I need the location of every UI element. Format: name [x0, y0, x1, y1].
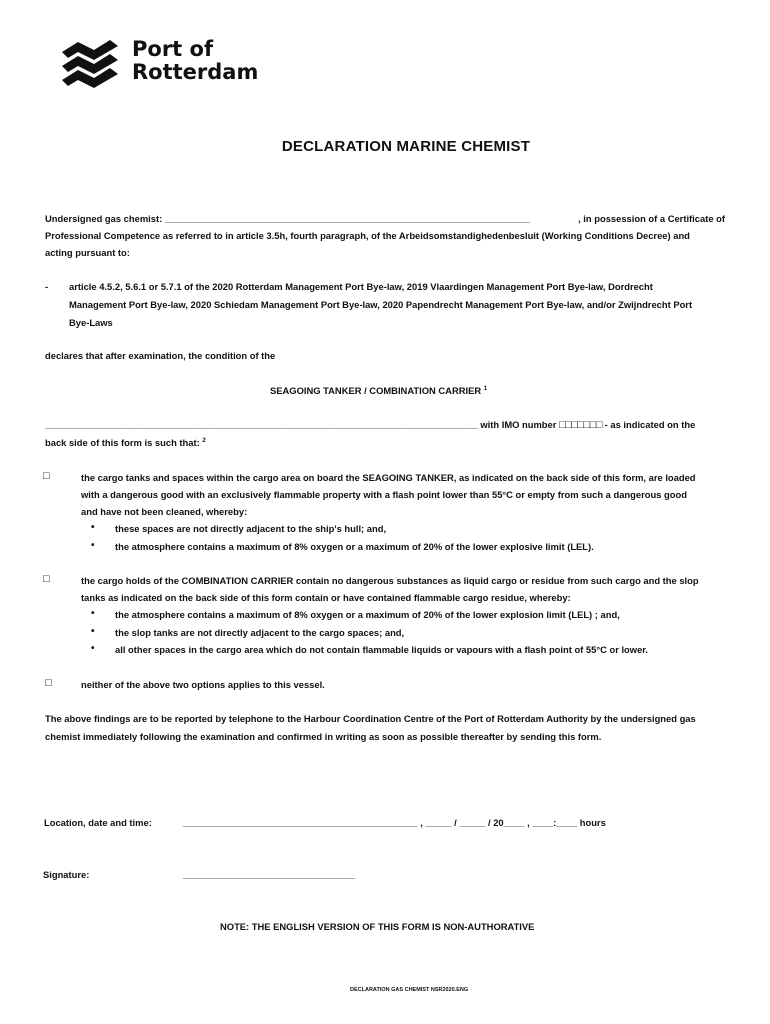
option-3-text: neither of the above two options applies to this vessel.	[81, 679, 325, 690]
option-2-bullet-1: the atmosphere contains a maximum of 8% oxygen or a maximum of 20% of the lower explosion limit (LEL) ; and,	[115, 609, 620, 620]
findings-line-1: The above findings are to be reported by telephone to the Harbour Coordination Centre of the Port of Rotterdam Authority by the undersigned gas	[45, 713, 696, 724]
imo-line-right: - as indicated on the	[604, 419, 696, 430]
article-line-3: Bye-Laws	[69, 317, 113, 328]
article-line-1: article 4.5.2, 5.6.1 or 5.7.1 of the 2020 Rotterdam Management Port Bye-law, 2019 Vlaardingen Management Port Bye-law, Dordrecht	[69, 281, 653, 292]
logo-text	[132, 38, 258, 84]
location-date-time-field[interactable]: _____________________________________________ , _____ / _____ / 20____ , ____:____ hours	[183, 817, 606, 828]
footer-text: DECLARATION GAS CHEMIST NSR2020.ENG	[350, 987, 469, 993]
option-1-line-2: with a dangerous good with an exclusively flammable property with a flash point lower than 55°C or empty from such a dangerous good	[81, 489, 687, 500]
option-1-bullet-2: the atmosphere contains a maximum of 8% oxygen or a maximum of 20% of the lower explosive limit (LEL).	[115, 541, 594, 552]
option-1-checkbox[interactable]: □	[43, 470, 50, 482]
option-2-bullet-1-dot: •	[91, 608, 95, 619]
note-text: NOTE: THE ENGLISH VERSION OF THIS FORM IS NON-AUTHORATIVE	[220, 921, 535, 932]
footnote-1: 1	[483, 386, 488, 392]
gas-chemist-field[interactable]: Undersigned gas chemist: ______________________________________________________________________	[45, 213, 530, 224]
signature-label: Signature:	[43, 869, 90, 880]
imo-line	[45, 416, 725, 434]
declares-text: declares that after examination, the condition of the	[45, 350, 276, 361]
imo-number-boxes[interactable]: □□□□□□□	[559, 419, 603, 431]
document-title: DECLARATION MARINE CHEMIST	[281, 138, 531, 155]
vessel-heading	[270, 381, 487, 399]
option-3-checkbox[interactable]: □	[45, 677, 52, 689]
logo-line-2: Rotterdam	[132, 60, 259, 84]
option-1-line-1: the cargo tanks and spaces within the cargo area on board the SEAGOING TANKER, as indicated on the back side of this form, are loaded	[81, 472, 696, 483]
footnote-2: 2	[202, 438, 206, 444]
option-1-bullet-1-dot: •	[91, 522, 95, 533]
article-dash: -	[45, 281, 49, 292]
vessel-heading-text: SEAGOING TANKER / COMBINATION CARRIER	[270, 385, 482, 397]
imo-line-2-text: back side of this form is such that:	[45, 437, 200, 449]
article-line-2: Management Port Bye-law, 2020 Schiedam Management Port Bye-law, 2020 Papendrecht Management Port Bye-law, and/or Zwijndrecht Port	[69, 299, 693, 310]
option-1-bullet-1: these spaces are not directly adjacent to the ship's hull; and,	[115, 523, 387, 534]
logo-line-1: Port of	[132, 37, 214, 61]
option-2-line-1: the cargo holds of the COMBINATION CARRIER contain no dangerous substances as liquid cargo or residue from such cargo and the slop	[81, 575, 699, 586]
option-1-bullet-2-dot: •	[91, 540, 95, 551]
intro-line-3: acting pursuant to:	[45, 247, 130, 258]
signature-field[interactable]: _________________________________	[183, 869, 356, 880]
imo-line-2	[45, 433, 206, 451]
option-2-line-2: tanks as indicated on the back side of this form contain or have contained flammable cargo residue, whereby:	[81, 592, 571, 603]
option-2-bullet-2-dot: •	[91, 626, 95, 637]
vessel-name-field[interactable]: ___________________________________________________________________________________ with IMO number	[45, 419, 557, 430]
option-2-bullet-3: all other spaces in the cargo area which do not contain flammable liquids or vapours with a flash point of 55°C or lower.	[115, 644, 649, 655]
option-2-checkbox[interactable]: □	[43, 573, 50, 585]
intro-line-1	[45, 210, 725, 227]
intro-line-2: Professional Competence as referred to in article 3.5h, fourth paragraph, of the Arbeidsomstandighedenbesluit (Working Conditions Decree) and	[45, 230, 690, 241]
option-1-line-3: and have not been cleaned, whereby:	[81, 506, 248, 517]
findings-line-2: chemist immediately following the examination and confirmed in writing as soon as possible thereafter by sending this form.	[45, 731, 602, 742]
location-label: Location, date and time:	[44, 817, 152, 828]
intro-line-1-right: , in possession of a Certificate of	[578, 213, 725, 224]
option-2-bullet-2: the slop tanks are not directly adjacent to the cargo spaces; and,	[115, 627, 405, 638]
option-2-bullet-3-dot: •	[91, 643, 95, 654]
